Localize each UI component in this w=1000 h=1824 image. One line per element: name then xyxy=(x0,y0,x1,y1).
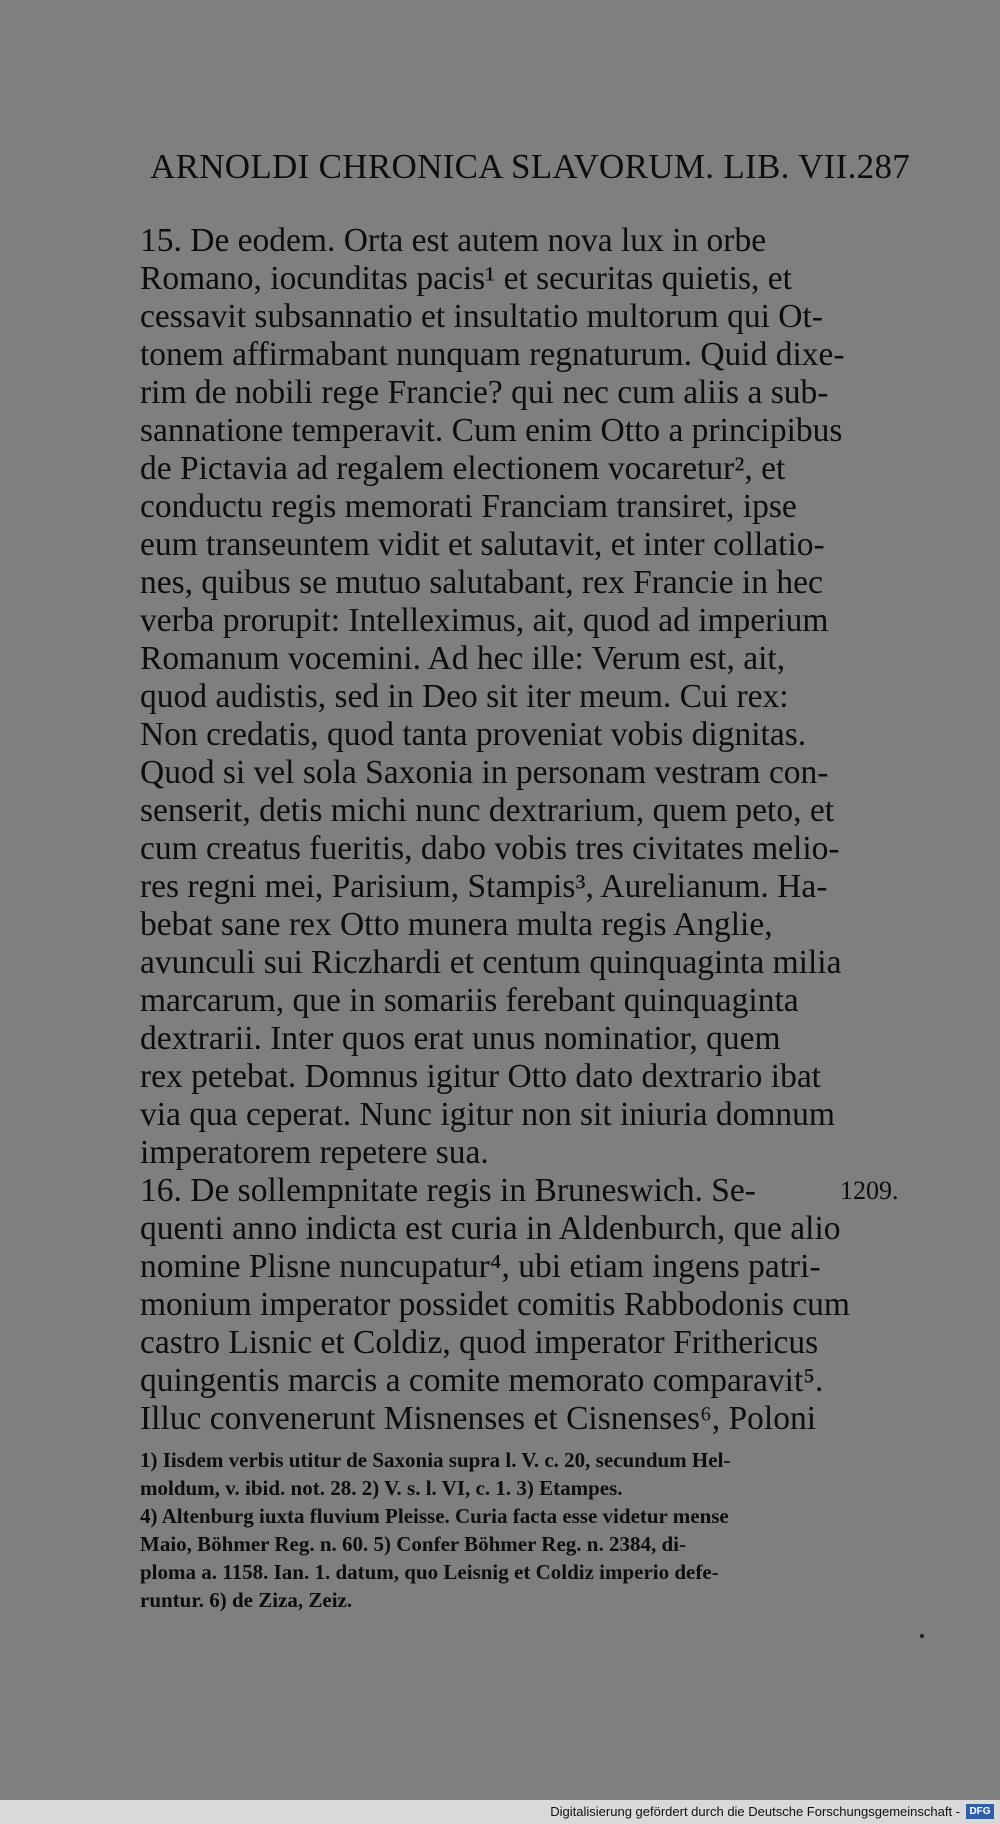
text-line: avunculi sui Riczhardi et centum quinquaginta milia xyxy=(140,944,842,981)
ink-speck xyxy=(920,1634,924,1638)
text-line: castro Lisnic et Coldiz, quod imperator Frithericus xyxy=(140,1324,819,1361)
text-line: conductu regis memorati Franciam transiret, ipse xyxy=(140,488,797,525)
margin-year-note: 1209. xyxy=(840,1176,899,1205)
text-line: nes, quibus se mutuo salutabant, rex Francie in hec xyxy=(140,564,823,601)
text-line: senserit, detis michi nunc dextrarium, quem peto, et xyxy=(140,792,835,829)
text-line: res regni mei, Parisium, Stampis³, Aurelianum. Ha- xyxy=(140,868,828,905)
text-line: 15. De eodem. Orta est autem nova lux in orbe xyxy=(140,222,767,259)
footnote-line: ploma a. 1158. Ian. 1. datum, quo Leisnig et Coldiz imperio defe- xyxy=(140,1560,719,1584)
text-line: tonem affirmabant nunquam regnaturum. Quid dixe- xyxy=(140,336,845,373)
text-line: Quod si vel sola Saxonia in personam vestram con- xyxy=(140,754,829,791)
footnote-line: runtur. 6) de Ziza, Zeiz. xyxy=(140,1588,353,1612)
footnote-line: 4) Altenburg iuxta fluvium Pleisse. Curia facta esse videtur mense xyxy=(140,1504,729,1528)
dfg-logo: DFG xyxy=(966,1804,994,1819)
text-line: imperatorem repetere sua. xyxy=(140,1134,489,1171)
text-line: rex petebat. Domnus igitur Otto dato dextrario ibat xyxy=(140,1058,821,1095)
digitization-footer xyxy=(0,1800,1000,1824)
text-line: quenti anno indicta est curia in Aldenburch, que alio xyxy=(140,1210,841,1247)
running-header xyxy=(150,142,911,192)
text-line: nomine Plisne nuncupatur⁴, ubi etiam ingens patri- xyxy=(140,1248,821,1285)
text-line: rim de nobili rege Francie? qui nec cum aliis a sub- xyxy=(140,374,829,411)
text-line: Romanum vocemini. Ad hec ille: Verum est, ait, xyxy=(140,640,786,677)
text-line: de Pictavia ad regalem electionem vocaretur², et xyxy=(140,450,786,487)
text-line: quingentis marcis a comite memorato comparavit⁵. xyxy=(140,1362,824,1399)
text-line: 16. De sollempnitate regis in Bruneswich. Se- xyxy=(140,1172,756,1209)
text-line: via qua ceperat. Nunc igitur non sit iniuria domnum xyxy=(140,1096,835,1133)
text-line: cum creatus fueritis, dabo vobis tres civitates melio- xyxy=(140,830,840,867)
header-title: ARNOLDI CHRONICA SLAVORUM. LIB. VII. xyxy=(150,147,857,186)
footnote-line: moldum, v. ibid. not. 28. 2) V. s. l. VI, c. 1. 3) Etampes. xyxy=(140,1476,623,1500)
text-line: dextrarii. Inter quos erat unus nominatior, quem xyxy=(140,1020,781,1057)
text-line: cessavit subsannatio et insultatio multorum qui Ot- xyxy=(140,298,823,335)
text-line: Non credatis, quod tanta proveniat vobis dignitas. xyxy=(140,716,807,753)
text-line: Illuc convenerunt Misnenses et Cisnenses⁶, Poloni xyxy=(140,1400,817,1437)
text-line: verba prorupit: Intelleximus, ait, quod ad imperium xyxy=(140,602,829,639)
footnote-line: 1) Iisdem verbis utitur de Saxonia supra l. V. c. 20, secundum Hel- xyxy=(140,1448,731,1472)
footer-credit: Digitalisierung gefördert durch die Deutsche Forschungsgemeinschaft - xyxy=(550,1804,960,1819)
page-number: 287 xyxy=(856,147,911,186)
text-line: sannatione temperavit. Cum enim Otto a principibus xyxy=(140,412,843,449)
text-line: quod audistis, sed in Deo sit iter meum. Cui rex: xyxy=(140,678,789,715)
text-line: eum transeuntem vidit et salutavit, et inter collatio- xyxy=(140,526,825,563)
text-line: marcarum, que in somariis ferebant quinquaginta xyxy=(140,982,799,1019)
footnote-line: Maio, Böhmer Reg. n. 60. 5) Confer Böhmer Reg. n. 2384, di- xyxy=(140,1532,686,1556)
text-line: bebat sane rex Otto munera multa regis Anglie, xyxy=(140,906,773,943)
text-line: Romano, iocunditas pacis¹ et securitas quietis, et xyxy=(140,260,792,297)
text-line: monium imperator possidet comitis Rabbodonis cum xyxy=(140,1286,850,1323)
